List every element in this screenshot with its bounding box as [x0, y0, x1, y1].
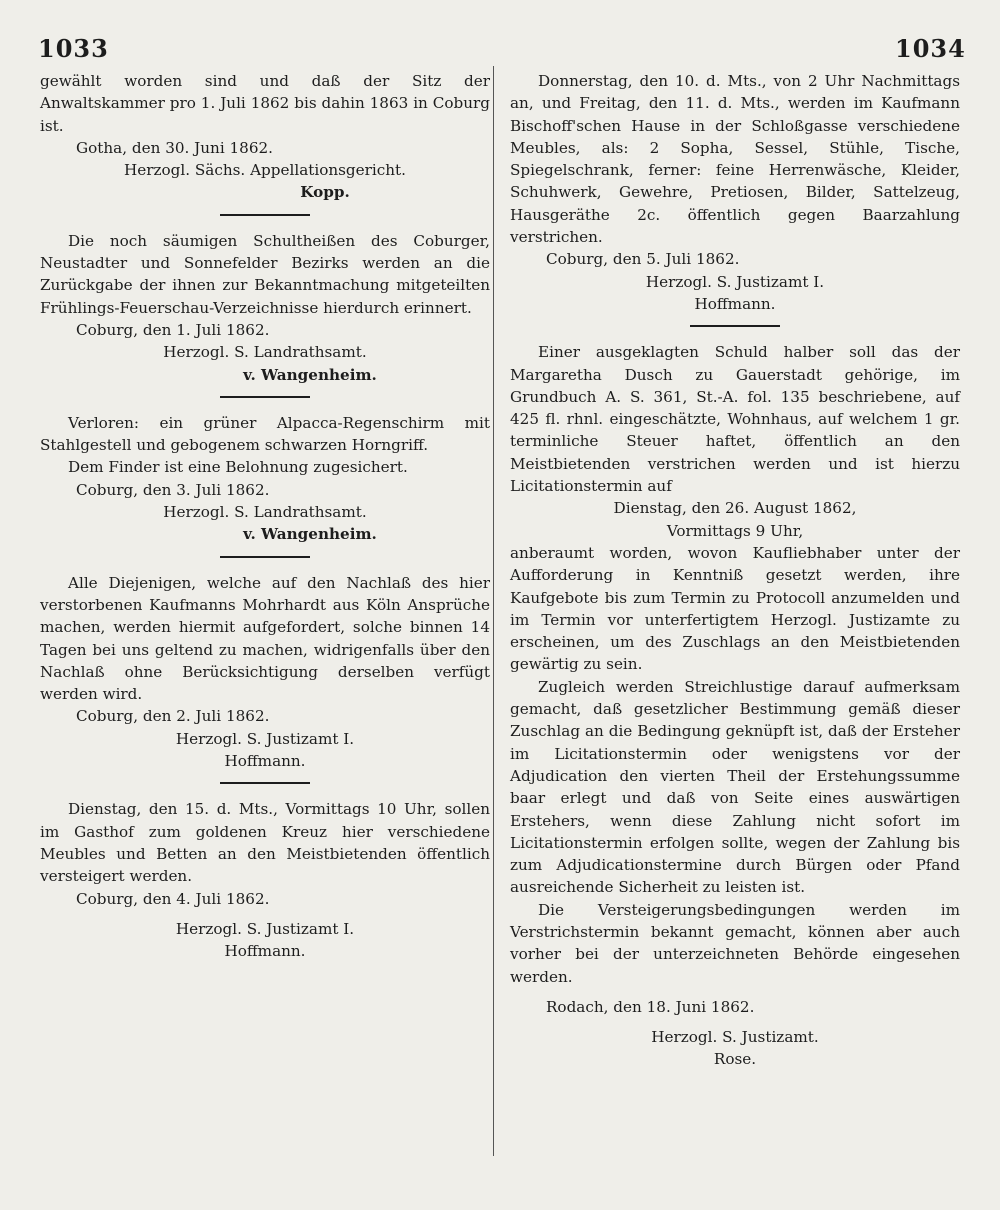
- notice-authority: Herzogl. S. Justizamt I.: [175, 729, 355, 748]
- notice-bar-association: [40, 70, 490, 204]
- divider-rule: [220, 214, 310, 216]
- notice-authority: Herzogl. S. Landrathsamt.: [163, 343, 367, 362]
- right-column: [510, 70, 960, 1071]
- notice-date: Rodach, den 18. Juni 1862.: [546, 997, 755, 1016]
- notice-bischoff-auction: [510, 70, 960, 315]
- notice-date: Coburg, den 2. Juli 1862.: [76, 707, 270, 726]
- notice-date: Gotha, den 30. Juni 1862.: [76, 138, 273, 157]
- notice-signer: Kopp.: [300, 183, 350, 202]
- notice-estate-claims: [40, 572, 490, 773]
- notice-lost-umbrella: [40, 412, 490, 546]
- notice-date: Coburg, den 1. Juli 1862.: [76, 320, 270, 339]
- notice-signer: Hoffmann.: [224, 752, 306, 771]
- notice-text: Dienstag, den 15. d. Mts., Vormittags 10 Uhr, sollen im Gasthof zum goldenen Kreuz hier verschiedene Meubles und Betten an den Meistbietenden öffentlich versteigert werden.: [40, 800, 490, 886]
- notice-text: Alle Diejenigen, welche auf den Nachlaß des hier verstorbenen Kaufmanns Mohrhardt aus Köln Ansprüche machen, werden hiermit aufgefordert, solche binnen 14 Tagen bei uns geltend zu machen, widrigenfalls über den Nachlaß ohne Berücksichtigung derselben verfügt werden wird.: [40, 573, 490, 704]
- page-number-right: 1034: [895, 34, 966, 63]
- notice-house-auction: [510, 341, 960, 1071]
- notice-date: Coburg, den 3. Juli 1862.: [76, 480, 270, 499]
- notice-authority: Herzogl. S. Justizamt I.: [175, 919, 355, 938]
- notice-text: Donnerstag, den 10. d. Mts., von 2 Uhr Nachmittags an, und Freitag, den 11. d. Mts., werden im Kaufmann Bischoff'schen Hause in der Schloßgasse verschiedene Meubles, als: 2 Sopha, Sessel, Stühle, Tische, Spiegelschrank, ferner: feine Herrenwäsche, Kleider, Schuhwerk, Gewehre, Pretiosen, Bilder, Sattelzeug, Hausgeräthe 2c. öffentlich gegen Baarzahlung verstrichen.: [510, 72, 960, 247]
- auction-term-date: Dienstag, den 26. August 1862,: [613, 499, 857, 518]
- notice-signer: v. Wangenheim.: [243, 365, 377, 384]
- notice-fire-inspection: [40, 230, 490, 386]
- divider-rule: [220, 782, 310, 784]
- page-number-left: 1033: [38, 34, 109, 63]
- notice-text: anberaumt worden, wovon Kaufliebhaber unter der Aufforderung in Kenntniß gesetzt werden, ihre Kaufgebote bis zum Termin zu Protocoll anzumelden und im Termin vor unterfertigtem Herzogl. Justizamte zu erscheinen, um des Zuschlags an den Meistbietenden gewärtig zu sein.: [510, 543, 960, 674]
- notice-text: Die Versteigerungsbedingungen werden im Verstrichstermin bekannt gemacht, können aber auch vorher bei der unterzeichneten Behörde eingesehen werden.: [510, 900, 960, 986]
- notice-signer: v. Wangenheim.: [243, 525, 377, 544]
- notice-authority: Herzogl. S. Landrathsamt.: [163, 503, 367, 522]
- left-column: [40, 70, 490, 962]
- notice-authority: Herzogl. S. Justizamt.: [651, 1028, 819, 1047]
- notice-text: Die noch säumigen Schultheißen des Coburger, Neustadter und Sonnefelder Bezirks werden an die Zurückgabe der ihnen zur Bekanntmachung mitgeteilten Frühlings-Feuerschau-Verzeichnisse hierdurch erinnert.: [40, 231, 490, 317]
- notice-signer: Hoffmann.: [694, 294, 776, 313]
- notice-text: Verloren: ein grüner Alpacca-Regenschirm mit Stahlgestell und gebogenem schwarzen Horngriff.: [40, 413, 490, 455]
- column-divider: [493, 66, 494, 1156]
- notice-signer: Rose.: [713, 1050, 757, 1069]
- notice-text: Einer ausgeklagten Schuld halber soll das der Margaretha Dusch zu Gauerstadt gehörige, im Grundbuch A. S. 361, St.-A. fol. 135 beschriebene, auf 425 fl. rhnl. eingeschätzte, Wohnhaus, auf welchem 1 gr. terminliche Steuer haftet, öffentlich an den Meistbietenden verstrichen werden und ist hierzu Licitationstermin auf: [510, 343, 960, 496]
- auction-term-time: Vormittags 9 Uhr,: [666, 521, 804, 540]
- notice-text: Zugleich werden Streichlustige darauf aufmerksam gemacht, daß gesetzlicher Bestimmung gemäß dieser Zuschlag an die Bedingung geknüpft ist, daß der Ersteher im Licitationstermin oder wenigstens vor der Adjudication den vierten Theil der Erstehungssumme baar erlegt und daß von Seite eines auswärtigen Erstehers, wenn diese Zahlung nicht sofort im Licitationstermin erfolgen sollte, wegen der Zahlung bis zum Adjudicationstermine durch Bürgen oder Pfand ausreichende Sicherheit zu leisten ist.: [510, 677, 960, 897]
- notice-furniture-auction: [40, 798, 490, 962]
- notice-date: Coburg, den 5. Juli 1862.: [546, 250, 740, 269]
- divider-rule: [220, 556, 310, 558]
- divider-rule: [220, 396, 310, 398]
- notice-date: Coburg, den 4. Juli 1862.: [76, 889, 270, 908]
- notice-authority: Herzogl. S. Justizamt I.: [645, 272, 825, 291]
- notice-text: gewählt worden sind und daß der Sitz der Anwaltskammer pro 1. Juli 1862 bis dahin 1863 in Coburg ist.: [40, 72, 490, 135]
- notice-text: Dem Finder ist eine Belohnung zugesichert.: [68, 458, 408, 477]
- divider-rule: [690, 325, 780, 327]
- notice-authority: Herzogl. Sächs. Appellationsgericht.: [124, 161, 406, 180]
- notice-signer: Hoffmann.: [224, 942, 306, 961]
